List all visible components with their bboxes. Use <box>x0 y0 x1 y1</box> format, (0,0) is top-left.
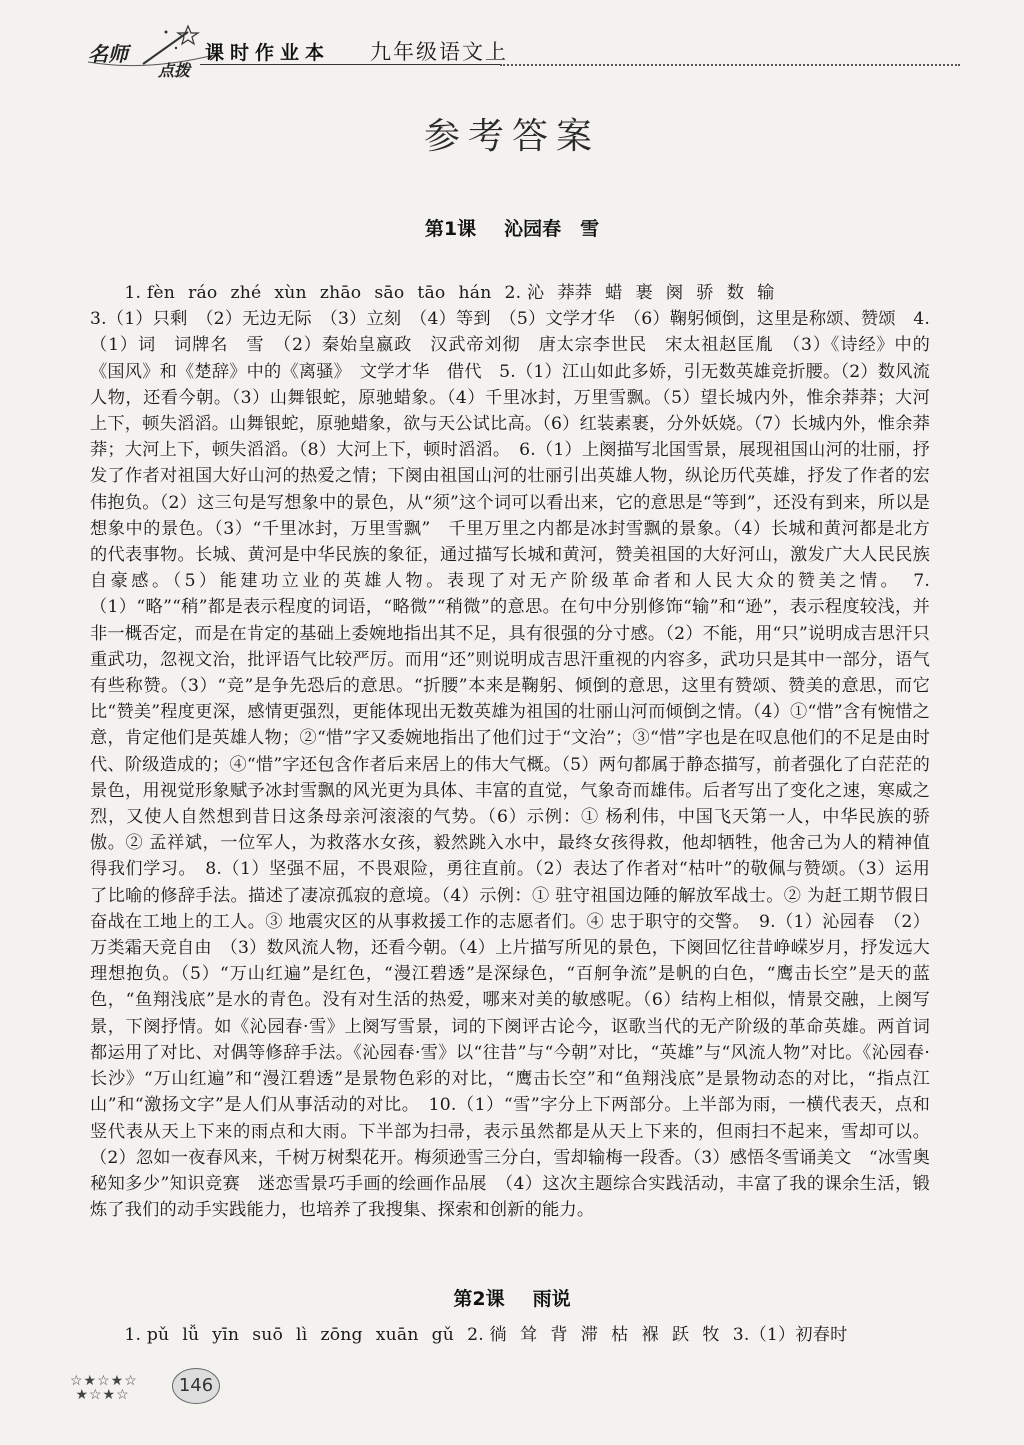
brand-name-top: 名师 <box>88 42 128 66</box>
pinyin-item: 莽莽 <box>557 283 593 303</box>
pinyin-item: 耸 <box>519 1325 538 1345</box>
pinyin-item: 背 <box>550 1325 568 1345</box>
lesson-number: 第1课 <box>424 218 477 240</box>
pinyin-item: 阕 <box>665 283 684 303</box>
lesson-1-heading <box>0 214 1024 241</box>
pinyin-item: suō <box>252 1325 284 1345</box>
pinyin-item: 裹 <box>635 283 653 303</box>
pinyin-item: 1. fèn <box>124 283 176 303</box>
pinyin-item: 2. 沁 <box>504 283 545 303</box>
pinyin-item: lì <box>296 1325 308 1345</box>
pinyin-answers <box>90 1322 930 1348</box>
brand-name-bottom: 点拨 <box>158 61 191 80</box>
page-title: 参考答案 <box>423 116 600 157</box>
lesson-2-heading <box>0 1284 1024 1311</box>
page-number: 146 <box>172 1368 220 1404</box>
pinyin-item: hán <box>458 283 492 303</box>
pinyin-item: xuān <box>375 1325 419 1345</box>
pinyin-item: 1. pǔ <box>124 1325 170 1345</box>
header-dotted-rule <box>500 64 960 66</box>
pinyin-item: 输 <box>757 283 775 303</box>
pinyin-item: 蜡 <box>605 283 623 303</box>
answer-body-2 <box>90 1322 930 1348</box>
pinyin-item: 褓 <box>641 1325 659 1345</box>
lesson-name: 沁园春 雪 <box>504 218 600 240</box>
answer-paragraph: 3.（1）只剩 （2）无边无际 （3）立刻 （4）等到 （5）文学才华 （6）鞠躬倾倒，这里是称颂、赞颂 4.（1）词 词牌名 雪 （2）秦始皇嬴政 汉武帝刘彻 唐太宗李世民 宋太祖赵匡胤 （3）《诗经》中的《国风》和《楚辞》中的《离骚》 文学才华 借代 5.（1）江山如此多娇，引无数英雄竞折腰。（2）数风流人物，还看今朝。（3）山舞银蛇，原驰蜡象。（4）千里冰封，万里雪飘。（5）望长城内外，惟余莽莽；大河上下，顿失滔滔。山舞银蛇，原驰蜡象，欲与天公试比高。（6）红装素裹，分外妖娆。（7）长城内外，惟余莽莽；大河上下，顿失滔滔。（8）大河上下，顿时滔滔。 6.（1）上阕描写北国雪景，展现祖国山河的壮丽，抒发了作者对祖国大好山河的热爱之情；下阕由祖国山河的壮丽引出英雄人物，纵论历代英雄，抒发了作者的宏伟抱负。（2）这三句是写想象中的景色，从“须”这个词可以看出来，它的意思是“等到”，还没有到来，所以是想象中的景色。（3）“千里冰封，万里雪飘” 千里万里之内都是冰封雪飘的景象。（4）长城和黄河都是北方的代表事物。长城、黄河是中华民族的象征，通过描写长城和黄河，赞美祖国的大好河山，激发广大人民民族自豪感。（5）能建功立业的英雄人物。表现了对无产阶级革命者和人民大众的赞美之情。 7.（1）“略”“稍”都是表示程度的词语，“略微”“稍微”的意思。在句中分别修饰“输”和“逊”，表示程度较浅，并非一概否定，而是在肯定的基础上委婉地指出其不足，具有很强的分寸感。（2）不能，用“只”说明成吉思汗只重武功，忽视文治，批评语气比较严厉。而用“还”则说明成吉思汗重视的内容多，武功只是其中一部分，语气有些称赞。（3）“竞”是争先恐后的意思。“折腰”本来是鞠躬、倾倒的意思，这里有赞颂、赞美的意思，而它比“赞美”程度更深，感情更强烈，更能体现出无数英雄为祖国的壮丽山河而倾倒之情。（4）①“惜”含有惋惜之意，肯定他们是英雄人物；②“惜”字又委婉地指出了他们过于“文治”；③“惜”字也是在叹息他们的不足是由时代、阶级造成的；④“惜”字还包含作者后来居上的伟大气概。（5）两句都属于静态描写，前者强化了白茫茫的景色，用视觉形象赋予冰封雪飘的风光更为具体、丰富的直觉，气象奇而雄伟。后者写出了变化之速，寒威之烈，又使人自然想到昔日这条母亲河滚滚的气势。（6）示例：① 杨利伟，中国飞天第一人，中华民族的骄傲。② 孟祥斌，一位军人，为救落水女孩，毅然跳入水中，最终女孩得救，他却牺牲，他舍己为人的精神值得我们学习。 8.（1）坚强不屈，不畏艰险，勇往直前。（2）表达了作者对“枯叶”的敬佩与赞颂。（3）运用了比喻的修辞手法。描述了凄凉孤寂的意境。（4）示例：① 驻守祖国边陲的解放军战士。② 为赶工期节假日奋战在工地上的工人。③ 地震灾区的从事救援工作的志愿者们。④ 忠于职守的交警。 9.（1）沁园春 （2）万类霜天竞自由 （3）数风流人物，还看今朝。（4）上片描写所见的景色，下阕回忆往昔峥嵘岁月，抒发远大理想抱负。（5）“万山红遍”是红色，“漫江碧透”是深绿色，“百舸争流”是帆的白色，“鹰击长空”是天的蓝色，“鱼翔浅底”是水的青色。没有对生活的热爱，哪来对美的敏感呢。（6）结构上相似，情景交融，上阕写景，下阕抒情。如《沁园春·雪》上阕写雪景，词的下阕评古论今，讴歌当代的无产阶级的革命英雄。两首词都运用了对比、对偶等修辞手法。《沁园春·雪》以“往昔”与“今朝”对比，“英雄”与“风流人物”对比。《沁园春·长沙》“万山红遍”和“漫江碧透”是景物色彩的对比，“鹰击长空”和“鱼翔浅底”是景物动态的对比，“指点江山”和“激扬文字”是人们从事活动的对比。 10.（1）“雪”字分上下两部分。上半部为雨，一横代表天，点和竖代表从天上下来的雨点和大雨。下半部为扫帚，表示虽然都是从天上下来的，但雨扫不起来，雪却可以。（2）忽如一夜春风来，千树万树梨花开。梅须逊雪三分白，雪却输梅一段香。（3）感悟冬雪诵美文 “冰雪奥秘知多少”知识竞赛 迷恋雪景巧手画的绘画作品展 （4）这次主题综合实践活动，丰富了我的课余生活，锻炼了我们的动手实践能力，也培养了我搜集、探索和创新的能力。 <box>90 309 930 1221</box>
pinyin-item: lǚ <box>182 1325 200 1345</box>
pinyin-item: sāo <box>374 283 405 303</box>
pinyin-item: xùn <box>274 283 307 303</box>
book-title: 九年级语文上 <box>370 40 508 64</box>
pinyin-item: zōng <box>320 1325 363 1345</box>
pinyin-item: ráo <box>188 283 218 303</box>
pinyin-item: zhāo <box>319 283 362 303</box>
pinyin-item: yīn <box>212 1325 240 1345</box>
pinyin-item: 牧 <box>702 1325 720 1345</box>
series-name: 课时作业本 <box>205 42 331 64</box>
lesson-number: 第2课 <box>453 1288 505 1310</box>
header-rule <box>200 64 500 65</box>
pinyin-item: 跃 <box>671 1325 690 1345</box>
pinyin-item: gǔ <box>431 1325 455 1345</box>
pinyin-item: tāo <box>417 283 446 303</box>
pinyin-item: 2. 徜 <box>467 1325 507 1345</box>
answer-body <box>90 280 930 1223</box>
pinyin-item: zhé <box>230 283 262 303</box>
pinyin-item: 数 <box>726 283 745 303</box>
lesson-name: 雨说 <box>532 1288 571 1310</box>
pinyin-item: 3.（1）初春时 <box>732 1325 848 1345</box>
stars-decoration: ☆★☆★☆ ★☆★☆ <box>70 1373 138 1403</box>
pinyin-item: 枯 <box>611 1325 629 1345</box>
pinyin-item: 滞 <box>580 1325 599 1345</box>
page-footer <box>70 1360 230 1420</box>
page-header <box>70 18 960 80</box>
pinyin-answers <box>90 280 930 306</box>
pinyin-item: 骄 <box>696 283 714 303</box>
